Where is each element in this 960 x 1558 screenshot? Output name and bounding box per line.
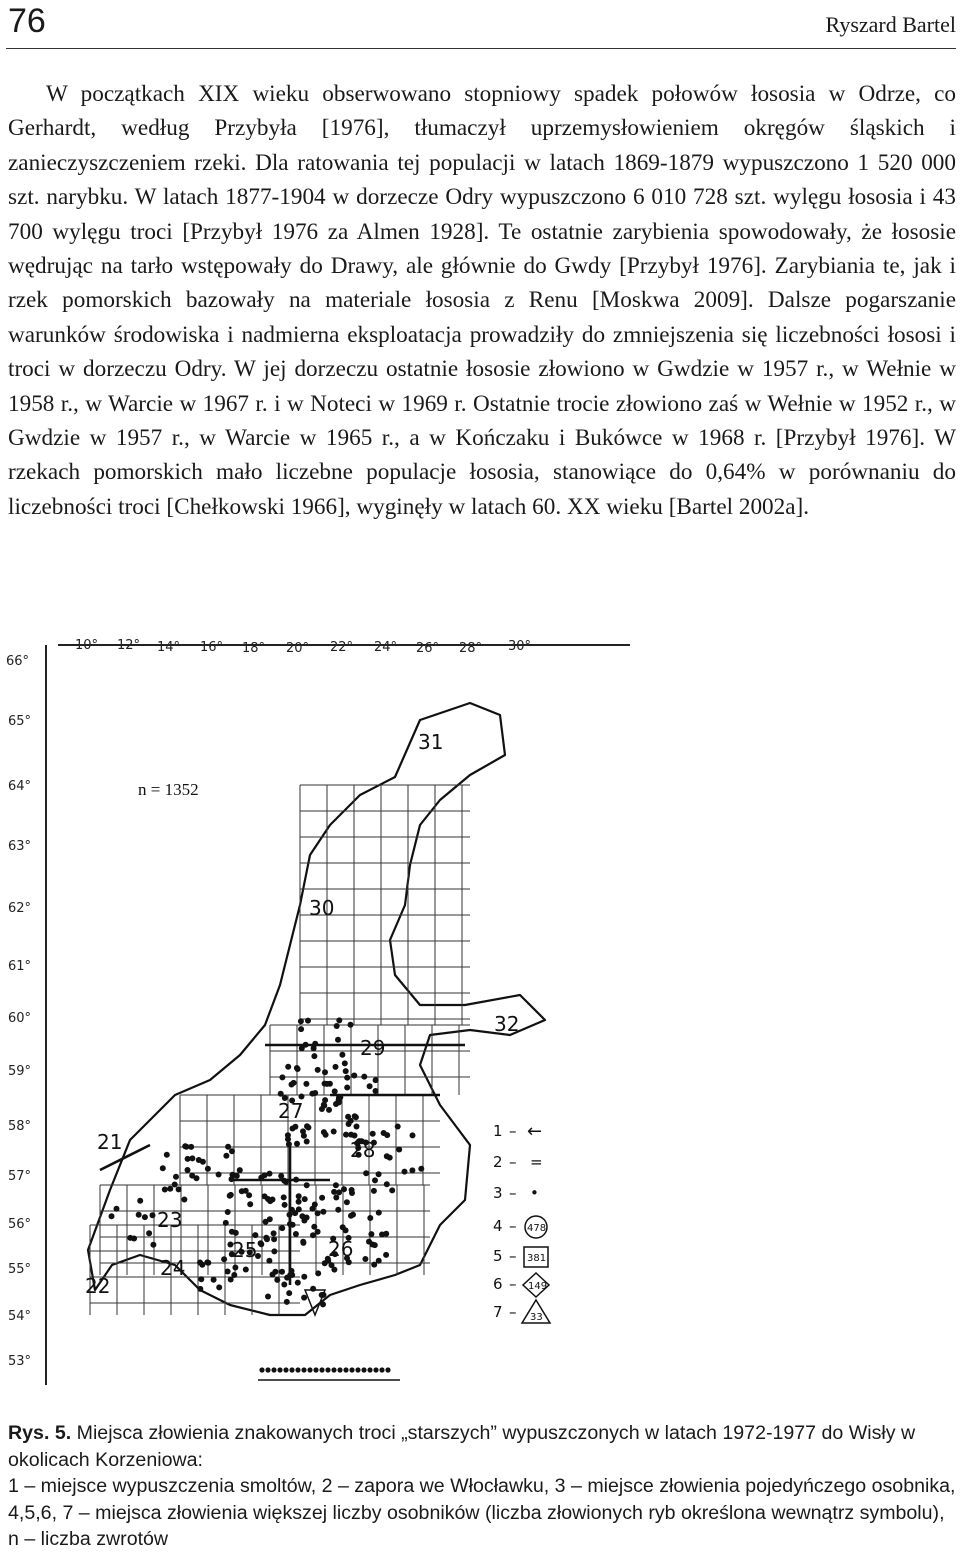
baltic-map bbox=[0, 625, 960, 1395]
legend-number: 3 bbox=[493, 1184, 503, 1202]
body-paragraph: W początkach XIX wieku obserwowano stopniowy spadek połowów łososia w Odrze, co Gerhardt, według Przybyła [1976], tłumaczył uprzemysłowieniem okręgów śląskich i zanieczyszczeniem rzeki. Dla ratowania tej populacji w latach 1869-1879 wypuszczono 1 520 000 szt. narybku. W latach 1877-1904 w dorzecze Odry wypuszczono 6 010 728 szt. wylęgu łososia i 43 700 wylęgu troci [Przybył 1976 za Almen 1928]. Te ostatnie zarybienia spowodowały, że łososie wędrując na tarło wstępowały do Drawy, ale głównie do Gwdy [Przybył 1976]. Zarybiania te, jak i rzek pomorskich bazowały na materiale łososia z Renu [Moskwa 2009]. Dalsze pogarszanie warunków środowiska i nadmierna eksploatacja prowadziły do zmniejszenia się liczebności łososi i troci w dorzeczu Odry. W jej dorzeczu ostatnie łososie złowiono w Gwdzie w 1957 r., w Wełnie w 1958 r., w Warcie w 1967 r. i w Noteci w 1969 r. Ostatnie trocie złowiono zaś w Wełnie w 1952 r., w Gwdzie w 1957 r., w Warcie w 1965 r., a w Kończaku i Bukówce w 1968 r. [Przybył 1976]. W rzekach pomorskich mało liczebne populacje łososia, stanowiące do 0,64% w porównaniu do liczebności troci [Chełkowski 1966], wyginęły w latach 60. XX wieku [Bartel 2002a]. bbox=[8, 81, 956, 520]
legend-number: 5 bbox=[493, 1247, 503, 1265]
legend-symbol-value: 149 bbox=[528, 1281, 548, 1292]
legend-symbol-value: 478 bbox=[527, 1223, 547, 1234]
lon-label: 26° bbox=[416, 641, 440, 656]
lat-label: 65° bbox=[8, 714, 32, 729]
area-label: 27 bbox=[278, 1099, 304, 1123]
svg-text:–: – bbox=[509, 1153, 517, 1171]
lon-label: 30° bbox=[508, 639, 532, 654]
lat-label: 55° bbox=[8, 1262, 32, 1277]
svg-text:–: – bbox=[509, 1122, 517, 1140]
area-label: 24 bbox=[160, 1256, 186, 1280]
lat-label: 66° bbox=[6, 654, 30, 669]
area-label: 22 bbox=[85, 1274, 111, 1298]
area-label: 31 bbox=[418, 730, 444, 754]
svg-text:–: – bbox=[509, 1275, 517, 1293]
area-label: 26 bbox=[328, 1237, 354, 1261]
legend-symbol-value: 33 bbox=[530, 1312, 543, 1323]
caption-title: Miejsca złowienia znakowanych troci „starszych” wypuszczonych w latach 1972-1977 do Wisły w okolicach Korzeniowa: bbox=[8, 1422, 916, 1471]
running-head-author: Ryszard Bartel bbox=[825, 12, 956, 37]
dam-icon: = bbox=[530, 1153, 543, 1171]
area-label: 30 bbox=[309, 896, 335, 920]
svg-text:–: – bbox=[509, 1217, 517, 1235]
lat-label: 58° bbox=[8, 1119, 32, 1134]
lat-label: 63° bbox=[8, 839, 32, 854]
area-label: 25 bbox=[232, 1238, 258, 1262]
legend-number: 7 bbox=[493, 1303, 503, 1321]
caption-label: Rys. 5. bbox=[8, 1422, 72, 1444]
lat-label: 60° bbox=[8, 1011, 32, 1026]
lon-label: 10° bbox=[75, 638, 99, 653]
legend-number: 2 bbox=[493, 1153, 503, 1171]
legend-number: 1 bbox=[493, 1122, 503, 1140]
lon-label: 20° bbox=[286, 641, 310, 656]
svg-text:–: – bbox=[509, 1184, 517, 1202]
legend-number: 6 bbox=[493, 1275, 503, 1293]
release-arrow-icon: ← bbox=[527, 1121, 543, 1142]
lat-label: 53° bbox=[8, 1354, 32, 1369]
svg-text:–: – bbox=[509, 1303, 517, 1321]
lon-label: 28° bbox=[459, 641, 483, 656]
area-label: 29 bbox=[360, 1036, 386, 1060]
lat-label: 59° bbox=[8, 1064, 32, 1079]
page-header bbox=[6, 0, 956, 49]
lat-label: 56° bbox=[8, 1217, 32, 1232]
baltic-map-figure bbox=[0, 625, 960, 1395]
area-label: 23 bbox=[157, 1208, 183, 1232]
lon-label: 18° bbox=[242, 641, 266, 656]
lon-label: 22° bbox=[330, 640, 354, 655]
single-catch-dot-icon: • bbox=[530, 1184, 539, 1202]
lat-label: 62° bbox=[8, 901, 32, 916]
lat-label: 61° bbox=[8, 959, 32, 974]
svg-text:–: – bbox=[509, 1247, 517, 1265]
legend-symbol-value: 381 bbox=[527, 1253, 547, 1264]
caption-legend-description: 1 – miejsce wypuszczenia smoltów, 2 – zapora we Włocławku, 3 – miejsce złowienia pojedyńczego osobnika, 4,5,6, 7 – miejsca złowienia większej liczby osobników (liczba złowionych ryb określona wewnątrz symbolu), n – liczba zwrotów bbox=[8, 1475, 956, 1550]
area-label: 21 bbox=[97, 1130, 123, 1154]
legend-number: 4 bbox=[493, 1217, 503, 1235]
lon-label: 16° bbox=[200, 640, 224, 655]
lat-label: 54° bbox=[8, 1309, 32, 1324]
lon-label: 24° bbox=[374, 640, 398, 655]
page-number: 76 bbox=[8, 2, 46, 40]
lat-label: 57° bbox=[8, 1169, 32, 1184]
lon-label: 14° bbox=[157, 640, 181, 655]
lat-label: 64° bbox=[8, 779, 32, 794]
figure-caption bbox=[8, 1420, 958, 1553]
area-label: 32 bbox=[494, 1012, 520, 1036]
n-returns-label: n = 1352 bbox=[138, 780, 199, 799]
area-label: 28 bbox=[350, 1138, 376, 1162]
lon-label: 12° bbox=[117, 638, 141, 653]
